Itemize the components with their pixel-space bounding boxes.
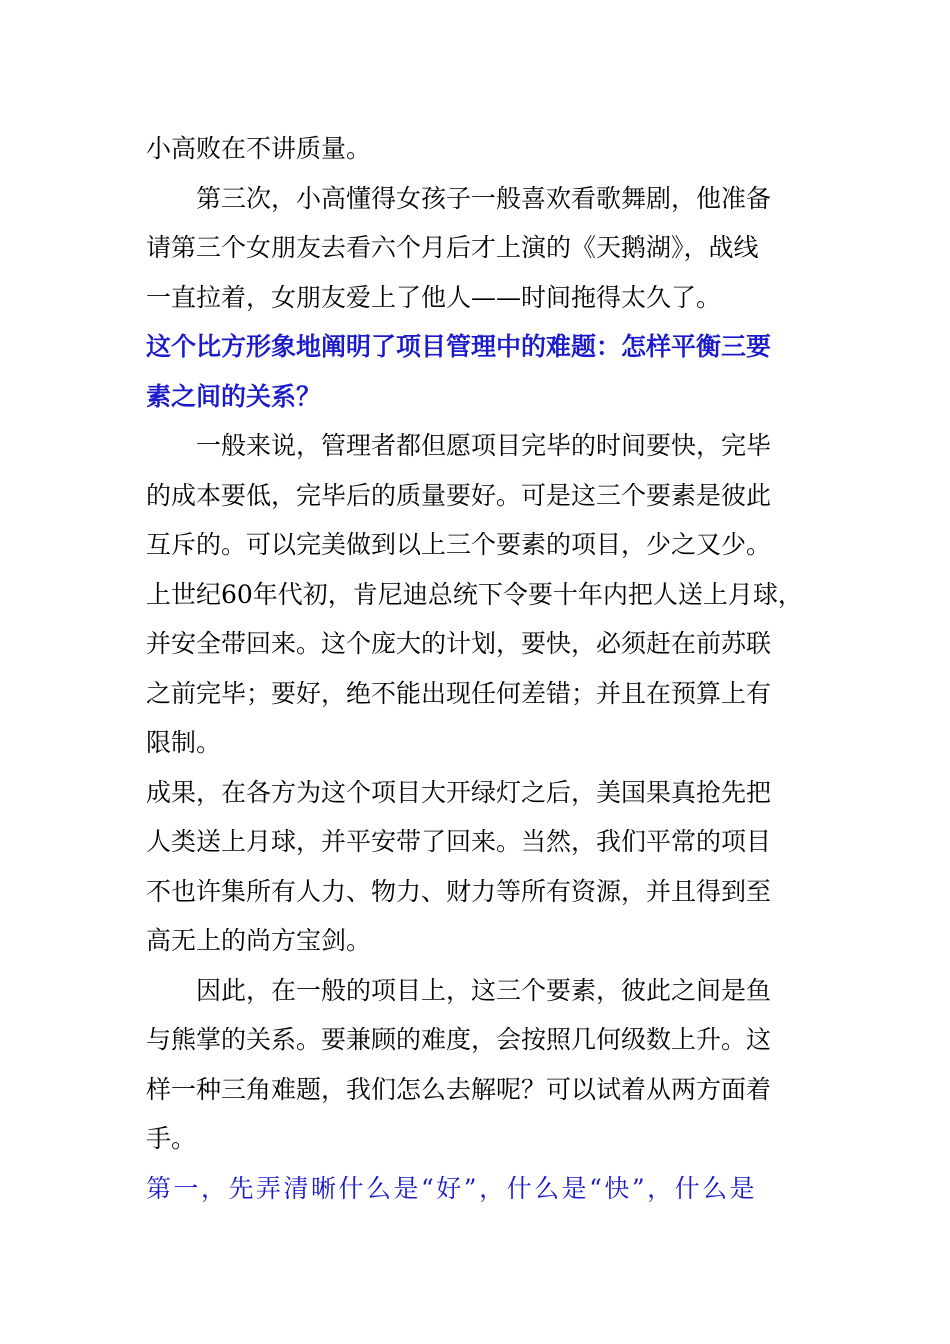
- text-line: 之前完毕；要好，绝不能出现任何差错；并且在预算上有: [146, 678, 772, 708]
- highlighted-heading-line: 这个比方形象地阐明了项目管理中的难题：怎样平衡三要: [146, 332, 772, 361]
- text-line: 小高败在不讲质量。: [146, 134, 372, 163]
- text-line: 上世纪60年代初，肯尼迪总统下令要十年内把人送上月球，: [146, 579, 803, 609]
- text-line: 高无上的尚方宝剑。: [146, 926, 372, 955]
- text-line: 的成本要低，完毕后的质量要好。可是这三个要素是彼此: [146, 480, 772, 510]
- document-body: [146, 124, 826, 1213]
- highlighted-line: 第一，先弄清晰什么是“好”，什么是“快”，什么是: [146, 1173, 758, 1203]
- text-line: 第三次，小高懂得女孩子一般喜欢看歌舞剧，他准备: [196, 183, 772, 213]
- text-line: 成果，在各方为这个项目大开绿灯之后，美国果真抢先把: [146, 777, 772, 807]
- text-line: 一直拉着，女朋友爱上了他人——时间拖得太久了。: [146, 282, 722, 312]
- text-line: 并安全带回来。这个庞大的计划，要快，必须赶在前苏联: [146, 629, 772, 658]
- highlighted-heading-line: 素之间的关系？: [146, 381, 322, 411]
- text-line: 因此，在一般的项目上，这三个要素，彼此之间是鱼: [196, 975, 772, 1005]
- text-line: 样一种三角难题，我们怎么去解呢？可以试着从两方面着: [146, 1074, 772, 1104]
- text-line: 一般来说，管理者都但愿项目完毕的时间要快，完毕: [196, 431, 772, 460]
- text-line: 不也许集所有人力、物力、财力等所有资源，并且得到至: [146, 876, 772, 906]
- text-line: 手。: [146, 1124, 197, 1153]
- text-line: 限制。: [146, 728, 222, 757]
- text-line: 人类送上月球，并平安带了回来。当然，我们平常的项目: [146, 827, 772, 856]
- text-line: 与熊掌的关系。要兼顾的难度，会按照几何级数上升。这: [146, 1025, 772, 1054]
- text-line: 请第三个女朋友去看六个月后才上演的《天鹅湖》，战线: [146, 233, 759, 262]
- text-line: 互斥的。可以完美做到以上三个要素的项目，少之又少。: [146, 530, 772, 559]
